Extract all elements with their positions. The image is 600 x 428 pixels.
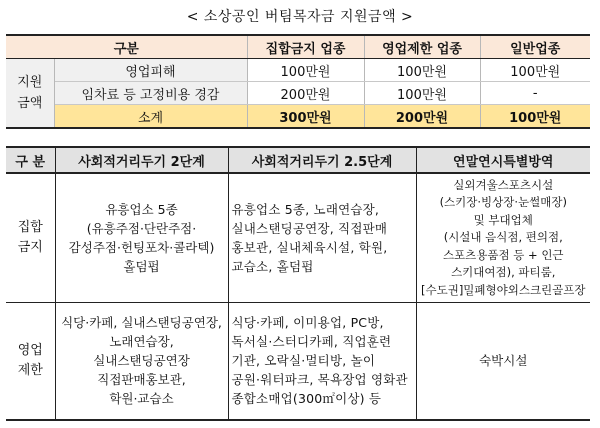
cell-value: -	[480, 82, 590, 105]
header-level-2-5: 사회적거리두기 2.5단계	[228, 147, 416, 173]
row-label-restricted: 영업 제한	[6, 302, 55, 420]
subtotal-label: 소계	[54, 105, 247, 129]
cell-value: 100만원	[247, 59, 364, 82]
subtotal-row	[6, 105, 590, 129]
cell-value: 100만원	[480, 59, 590, 82]
table-row	[6, 82, 590, 105]
table-row	[6, 173, 590, 302]
table-row	[6, 302, 590, 420]
header-restricted-industry: 영업제한 업종	[364, 35, 480, 59]
cell-level-2-5-ban: 유흥업소 5종, 노래연습장, 실내스탠딩공연장, 직접판매 홍보관, 실내체육시설, 학원, 교습소, 홀덤펍	[228, 173, 416, 302]
header-category: 구 분	[6, 147, 55, 173]
cell-special-restricted: 숙박시설	[416, 302, 590, 420]
page-title: < 소상공인 버팀목자금 지원금액 >	[186, 9, 414, 25]
cell-level-2-5-restricted: 식당·카페, 이미용업, PC방, 독서실·스터디카페, 직업훈련 기관, 오락실·멀티방, 놀이 공원·워터파크, 목욕장업 영화관 종합소매업(300㎡이상) 등	[228, 302, 416, 420]
support-amount-table	[6, 34, 590, 129]
cell-value: 200만원	[247, 82, 364, 105]
cell-level-2-restricted: 식당·카페, 실내스탠딩공연장, 노래연습장, 실내스탠딩공연장 직접판매홍보관, 학원·교습소	[55, 302, 228, 420]
row-label-fixed-cost: 임차료 등 고정비용 경감	[54, 82, 247, 105]
cell-value: 100만원	[364, 59, 480, 82]
cell-value: 100만원	[364, 82, 480, 105]
subtotal-value: 300만원	[247, 105, 364, 129]
subtotal-value: 100만원	[480, 105, 590, 129]
row-label-ban: 집합 금지	[6, 173, 55, 302]
cell-special-ban: 실외겨울스포츠시설 (스키장·빙상장·눈썰매장) 및 부대업체 (시설내 음식점, 편의점, 스포츠용품점 등 + 인근 스키대여점), 파티룸, [수도권]밀폐형야외스크린골프장	[416, 173, 590, 302]
subtotal-value: 200만원	[364, 105, 480, 129]
support-group-label: 지원 금액	[6, 59, 54, 129]
restriction-table	[6, 146, 590, 421]
header-general-industry: 일반업종	[480, 35, 590, 59]
row-label-business-damage: 영업피해	[54, 59, 247, 82]
cell-level-2-ban: 유흥업소 5종 (유흥주점·단란주점· 감성주점·헌팅포차·콜라텍) 홀덤펍	[55, 173, 228, 302]
table-row	[6, 59, 590, 82]
header-ban-industry: 집합금지 업종	[247, 35, 364, 59]
header-level-2: 사회적거리두기 2단계	[55, 147, 228, 173]
header-category: 구분	[6, 35, 247, 59]
table-header-row	[6, 35, 590, 59]
header-year-end-special: 연말연시특별방역	[416, 147, 590, 173]
table-header-row	[6, 147, 590, 173]
